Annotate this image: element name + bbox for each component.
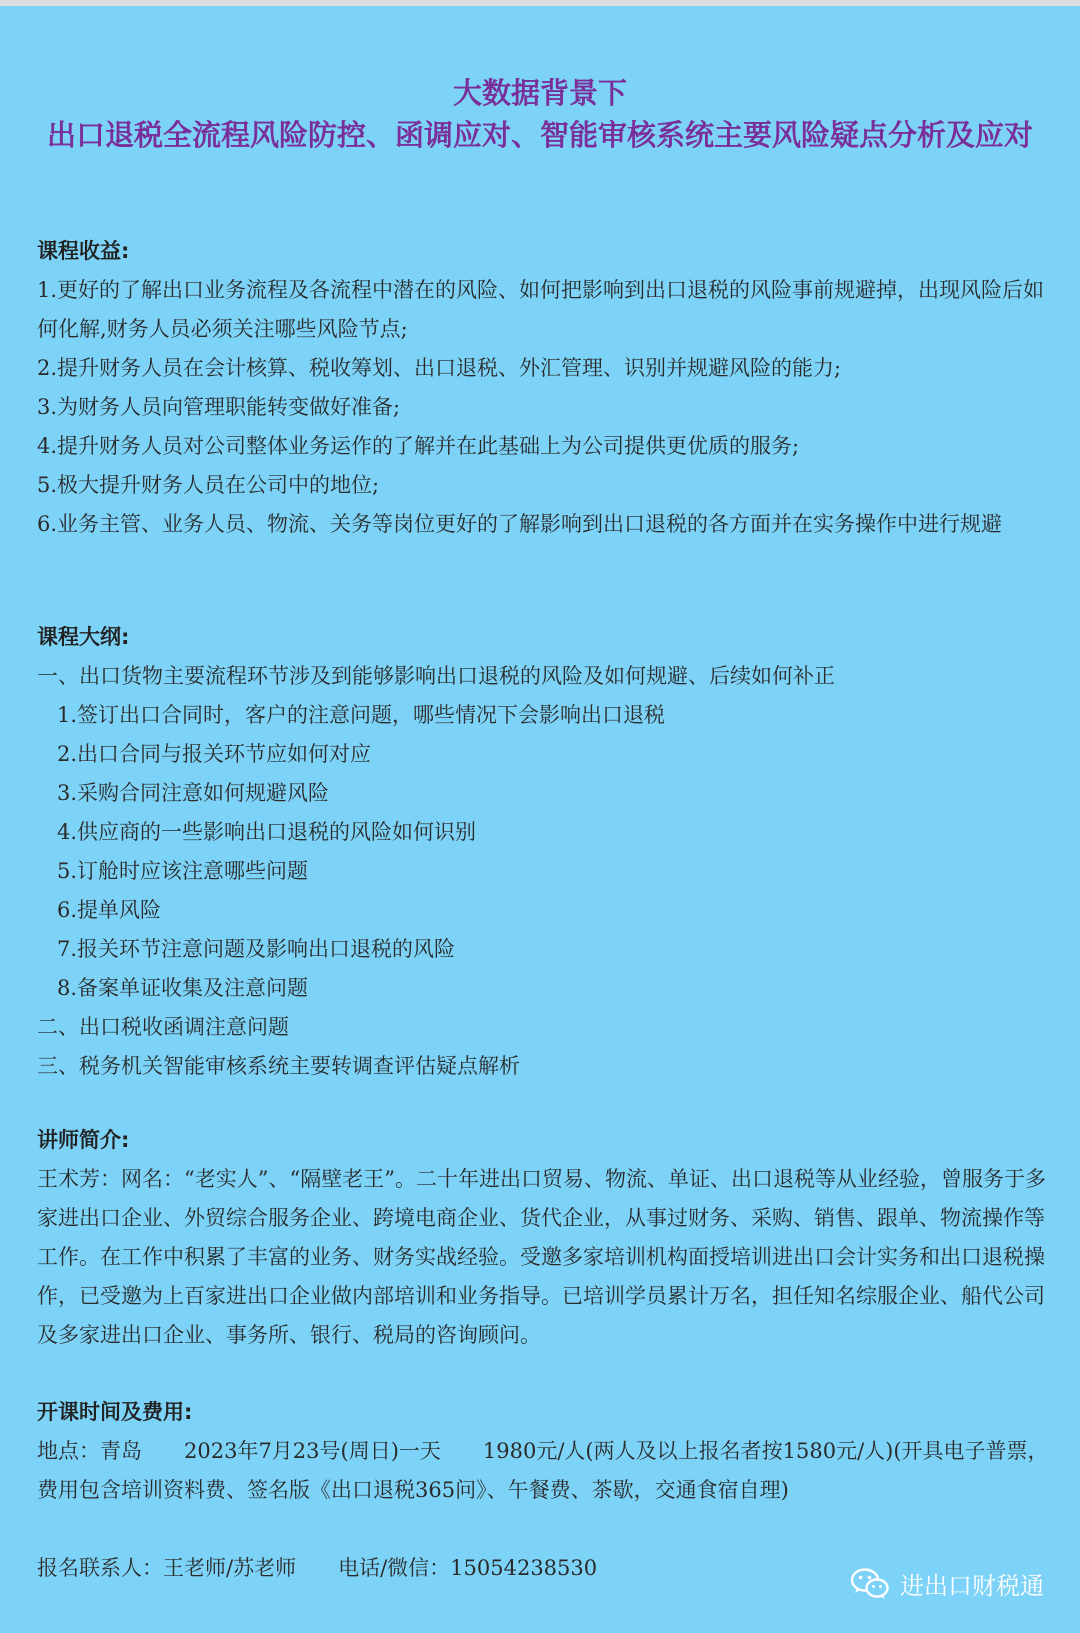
benefit-item-1: 1.更好的了解出口业务流程及各流程中潜在的风险、如何把影响到出口退税的风险事前规避掉，出现风险后如何化解,财务人员必须关注哪些风险节点; [37,278,1045,341]
benefit-item-5: 5.极大提升财务人员在公司中的地位; [37,473,380,497]
outline-heading: 课程大纲: [37,625,130,649]
benefit-item-3: 3.为财务人员向管理职能转变做好准备; [37,395,401,419]
instructor-bio: 王术芳：网名：“老实人”、“隔壁老王”。二十年进出口贸易、物流、单证、出口退税等从业经验，曾服务于多家进出口企业、外贸综合服务企业、跨境电商企业、货代企业，从事过财务、采购、销售、跟单、物流操作等工作。在工作中积累了丰富的业务、财务实战经验。受邀多家培训机构面授培训进出口会计实务和出口退税操作，已受邀为上百家进出口企业做内部培训和业务指导。已培训学员累计万名，担任知名综服企业、船代公司及多家进出口企业、事务所、银行、税局的咨询顾问。 [37,1167,1046,1347]
outline-sub-item: 5.订舱时应该注意哪些问题 [57,859,309,883]
outline-sub-item: 4.供应商的一些影响出口退税的风险如何识别 [57,820,477,844]
brand-watermark [850,1566,1044,1601]
top-strip [0,0,1080,6]
outline-sub-item: 1.签订出口合同时，客户的注意问题，哪些情况下会影响出口退税 [57,703,666,727]
outline-part-3: 三、税务机关智能审核系统主要转调查评估疑点解析 [37,1054,520,1078]
outline-sub-item: 7.报关环节注意问题及影响出口退税的风险 [57,937,456,961]
benefits-section [37,232,1062,544]
title-line-2: 出口退税全流程风险防控、函调应对、智能审核系统主要风险疑点分析及应对 [46,118,1033,152]
outline-part-1: 一、出口货物主要流程环节涉及到能够影响出口退税的风险及如何规避、后续如何补正 [37,664,835,688]
outline-sub-item: 8.备案单证收集及注意问题 [57,976,309,1000]
outline-sub-item: 3.采购合同注意如何规避风险 [57,781,330,805]
contact-line: 报名联系人：王老师/苏老师 电话/微信：15054238530 [37,1556,598,1580]
benefit-item-6: 6.业务主管、业务人员、物流、关务等岗位更好的了解影响到出口退税的各方面并在实务操作中进行规避 [37,512,1003,536]
schedule-heading: 开课时间及费用: [37,1400,193,1424]
page-title [30,72,1050,156]
schedule-detail: 地点：青岛 2023年7月23号(周日)一天 1980元/人(两人及以上报名者按1580元/人)(开具电子普票，费用包含培训资料费、签名版《出口退税365问》、午餐费、茶歇，交通食宿自理) [37,1439,1049,1502]
outline-sub-item: 6.提单风险 [57,898,162,922]
instructor-section [37,1121,1062,1355]
wechat-icon [850,1567,890,1601]
outline-sub-item: 2.出口合同与报关环节应如何对应 [57,742,372,766]
benefits-heading: 课程收益: [37,239,130,263]
benefit-item-4: 4.提升财务人员对公司整体业务运作的了解并在此基础上为公司提供更优质的服务; [37,434,800,458]
outline-section [37,618,1062,1086]
instructor-heading: 讲师简介: [37,1128,130,1152]
schedule-section [37,1393,1062,1510]
brand-name: 进出口财税通 [900,1572,1044,1600]
title-line-1: 大数据背景下 [452,76,627,110]
outline-part-2: 二、出口税收函调注意问题 [37,1015,289,1039]
benefit-item-2: 2.提升财务人员在会计核算、税收筹划、出口退税、外汇管理、识别并规避风险的能力; [37,356,842,380]
